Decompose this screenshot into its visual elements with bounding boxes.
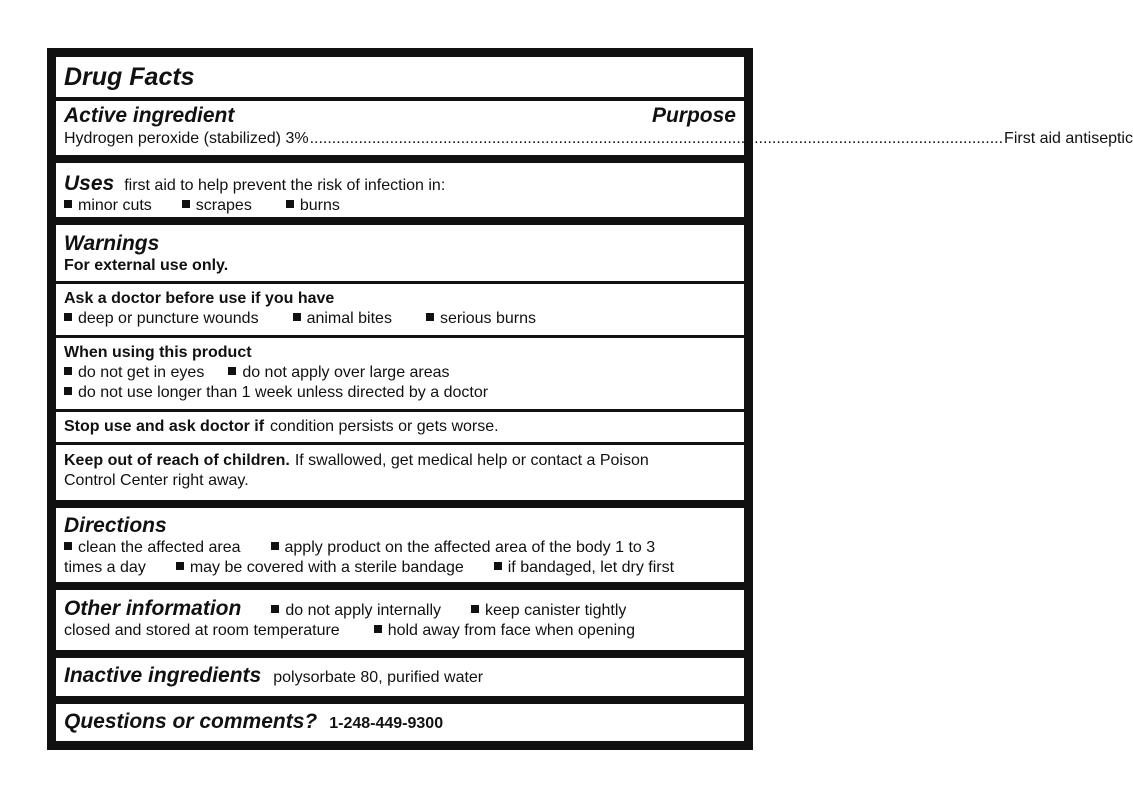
bullet-icon: [471, 605, 479, 613]
uses-section: [56, 163, 744, 217]
ask-doctor-heading: Ask a doctor before use if you have: [64, 290, 335, 307]
list-item: keep canister tightly: [471, 601, 626, 621]
other-info-heading: Other information: [64, 597, 242, 620]
bullet-icon: [286, 200, 294, 208]
list-item: animal bites: [293, 309, 392, 329]
purpose-text: First aid antiseptic: [1004, 130, 1133, 147]
bullet-icon: [293, 313, 301, 321]
list-item: scrapes: [182, 196, 252, 216]
dot-leader: ............................................................................................................................................................: [309, 130, 1004, 147]
bullet-icon: [176, 562, 184, 570]
title-section: [56, 57, 744, 97]
list-item: minor cuts: [64, 196, 152, 216]
list-item: do not get in eyes: [64, 363, 204, 383]
bullet-icon: [64, 200, 72, 208]
inactive-section: [56, 658, 744, 696]
keep-out-section: [56, 445, 744, 500]
bullet-icon: [426, 313, 434, 321]
active-ingredient-name: Hydrogen peroxide (stabilized) 3%: [64, 130, 309, 147]
list-item: do not apply internally: [271, 601, 441, 621]
warnings-heading: Warnings: [64, 232, 160, 255]
phone-number: 1-248-449-9300: [329, 715, 444, 732]
bullet-icon: [494, 562, 502, 570]
keep-out-heading: Keep out of reach of children.: [64, 452, 290, 469]
when-using-heading: When using this product: [64, 344, 252, 361]
warnings-section: [56, 225, 744, 281]
list-item: deep or puncture wounds: [64, 309, 259, 329]
keep-out-text-line1: If swallowed, get medical help or contact a Poison: [294, 452, 649, 469]
page-title: Drug Facts: [64, 63, 195, 91]
list-item: do not apply over large areas: [228, 363, 449, 383]
questions-heading: Questions or comments?: [64, 710, 318, 733]
stop-use-section: [56, 412, 744, 442]
bullet-icon: [228, 367, 236, 375]
active-ingredient-heading: Active ingredient: [64, 104, 235, 127]
questions-section: [56, 704, 744, 741]
list-item: apply product on the affected area of the body 1 to 3: [271, 538, 656, 558]
active-ingredient-section: [56, 101, 1133, 155]
bullet-icon: [64, 542, 72, 550]
bullet-icon: [64, 367, 72, 375]
ask-doctor-section: [56, 284, 744, 335]
external-use-text: For external use only.: [64, 257, 229, 274]
stop-use-text: condition persists or gets worse.: [270, 418, 499, 435]
directions-section: [56, 508, 744, 582]
drug-facts-panel: [47, 48, 1133, 750]
list-item: serious burns: [426, 309, 536, 329]
bullet-icon: [271, 542, 279, 550]
uses-heading: Uses: [64, 172, 115, 195]
list-item: may be covered with a sterile bandage: [176, 558, 464, 578]
inactive-text: polysorbate 80, purified water: [273, 669, 484, 686]
bullet-icon: [271, 605, 279, 613]
directions-heading: Directions: [64, 514, 167, 537]
when-using-section: [56, 338, 744, 409]
list-item: hold away from face when opening: [374, 621, 635, 641]
bullet-icon: [182, 200, 190, 208]
directions-item2-continued: times a day: [64, 559, 146, 576]
stop-use-heading: Stop use and ask doctor if: [64, 418, 265, 435]
list-item: burns: [286, 196, 340, 216]
inactive-heading: Inactive ingredients: [64, 664, 262, 687]
list-item: if bandaged, let dry first: [494, 558, 674, 578]
list-item: do not use longer than 1 week unless directed by a doctor: [64, 383, 488, 403]
list-item: clean the affected area: [64, 538, 241, 558]
bullet-icon: [374, 625, 382, 633]
purpose-heading: Purpose: [651, 104, 736, 127]
uses-intro: first aid to help prevent the risk of infection in:: [124, 177, 446, 194]
bullet-icon: [64, 313, 72, 321]
other-info-section: [56, 590, 744, 650]
bullet-icon: [64, 387, 72, 395]
other-item2-continued: closed and stored at room temperature: [64, 622, 340, 639]
keep-out-text-line2: Control Center right away.: [64, 472, 249, 489]
